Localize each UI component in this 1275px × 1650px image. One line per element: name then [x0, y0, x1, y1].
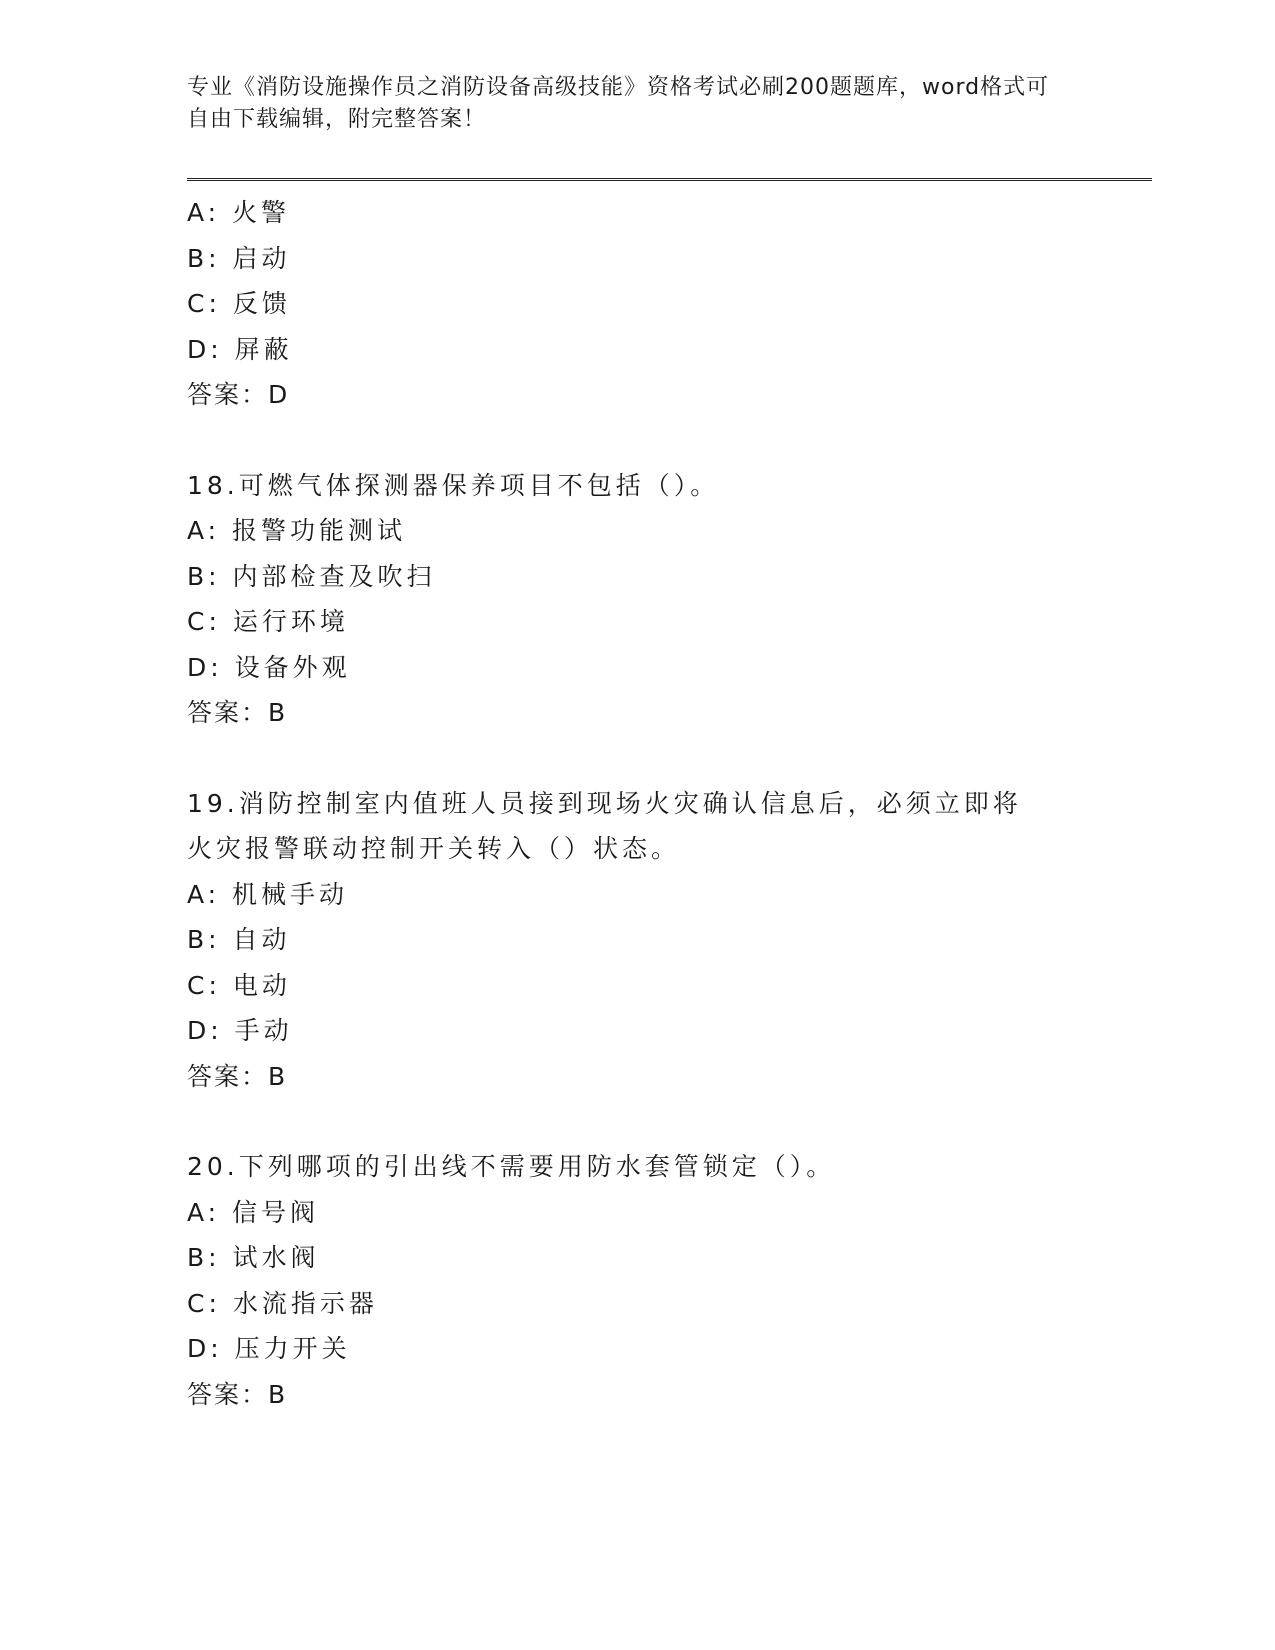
option-a: A: 报警功能测试 — [187, 516, 407, 545]
answer-label: 答案： — [187, 380, 269, 409]
option-b: B: 试水阀 — [187, 1243, 320, 1272]
question-text: 18.可燃气体探测器保养项目不包括（）。 — [187, 470, 720, 500]
answer-value: B — [268, 698, 287, 727]
header-divider — [187, 178, 1152, 181]
option-d: D: 设备外观 — [187, 652, 351, 682]
option-c: C: 反馈 — [187, 289, 291, 318]
answer-line — [187, 1054, 1087, 1100]
document-header: 专业《消防设施操作员之消防设备高级技能》资格考试必刷200题题库，word格式可自由下载编辑，附完整答案！ — [187, 75, 1050, 132]
answer-line — [187, 1372, 1087, 1418]
option-a: A: 信号阀 — [187, 1197, 320, 1227]
option-c: C: 水流指示器 — [187, 1288, 378, 1318]
question-list — [187, 190, 1087, 1417]
option-a: A: 火警 — [187, 198, 291, 227]
option-c: C: 电动 — [187, 970, 291, 1000]
answer-value: D — [268, 380, 289, 409]
question-text: 19.消防控制室内值班人员接到现场火灾确认信息后，必须立即将火灾报警联动控制开关转入（）状态。 — [187, 788, 1022, 863]
option-d: D: 压力开关 — [187, 1334, 351, 1363]
answer-line — [187, 690, 1087, 736]
option-d: D: 手动 — [187, 1016, 293, 1045]
answer-label: 答案： — [187, 1061, 269, 1091]
question-block — [187, 463, 1087, 736]
answer-line — [187, 372, 1087, 418]
question-block — [187, 781, 1087, 1100]
option-a: A: 机械手动 — [187, 879, 349, 909]
question-text: 20.下列哪项的引出线不需要用防水套管锁定（）。 — [187, 1152, 836, 1181]
question-block — [187, 1144, 1087, 1417]
answer-value: B — [268, 1379, 287, 1409]
answer-value: B — [268, 1061, 287, 1091]
answer-label: 答案： — [187, 698, 269, 727]
option-b: B: 启动 — [187, 243, 291, 273]
option-b: B: 内部检查及吹扫 — [187, 561, 436, 591]
option-c: C: 运行环境 — [187, 607, 349, 636]
answer-label: 答案： — [187, 1379, 269, 1409]
question-block — [187, 190, 1087, 418]
option-d: D: 屏蔽 — [187, 334, 293, 364]
option-b: B: 自动 — [187, 925, 291, 954]
